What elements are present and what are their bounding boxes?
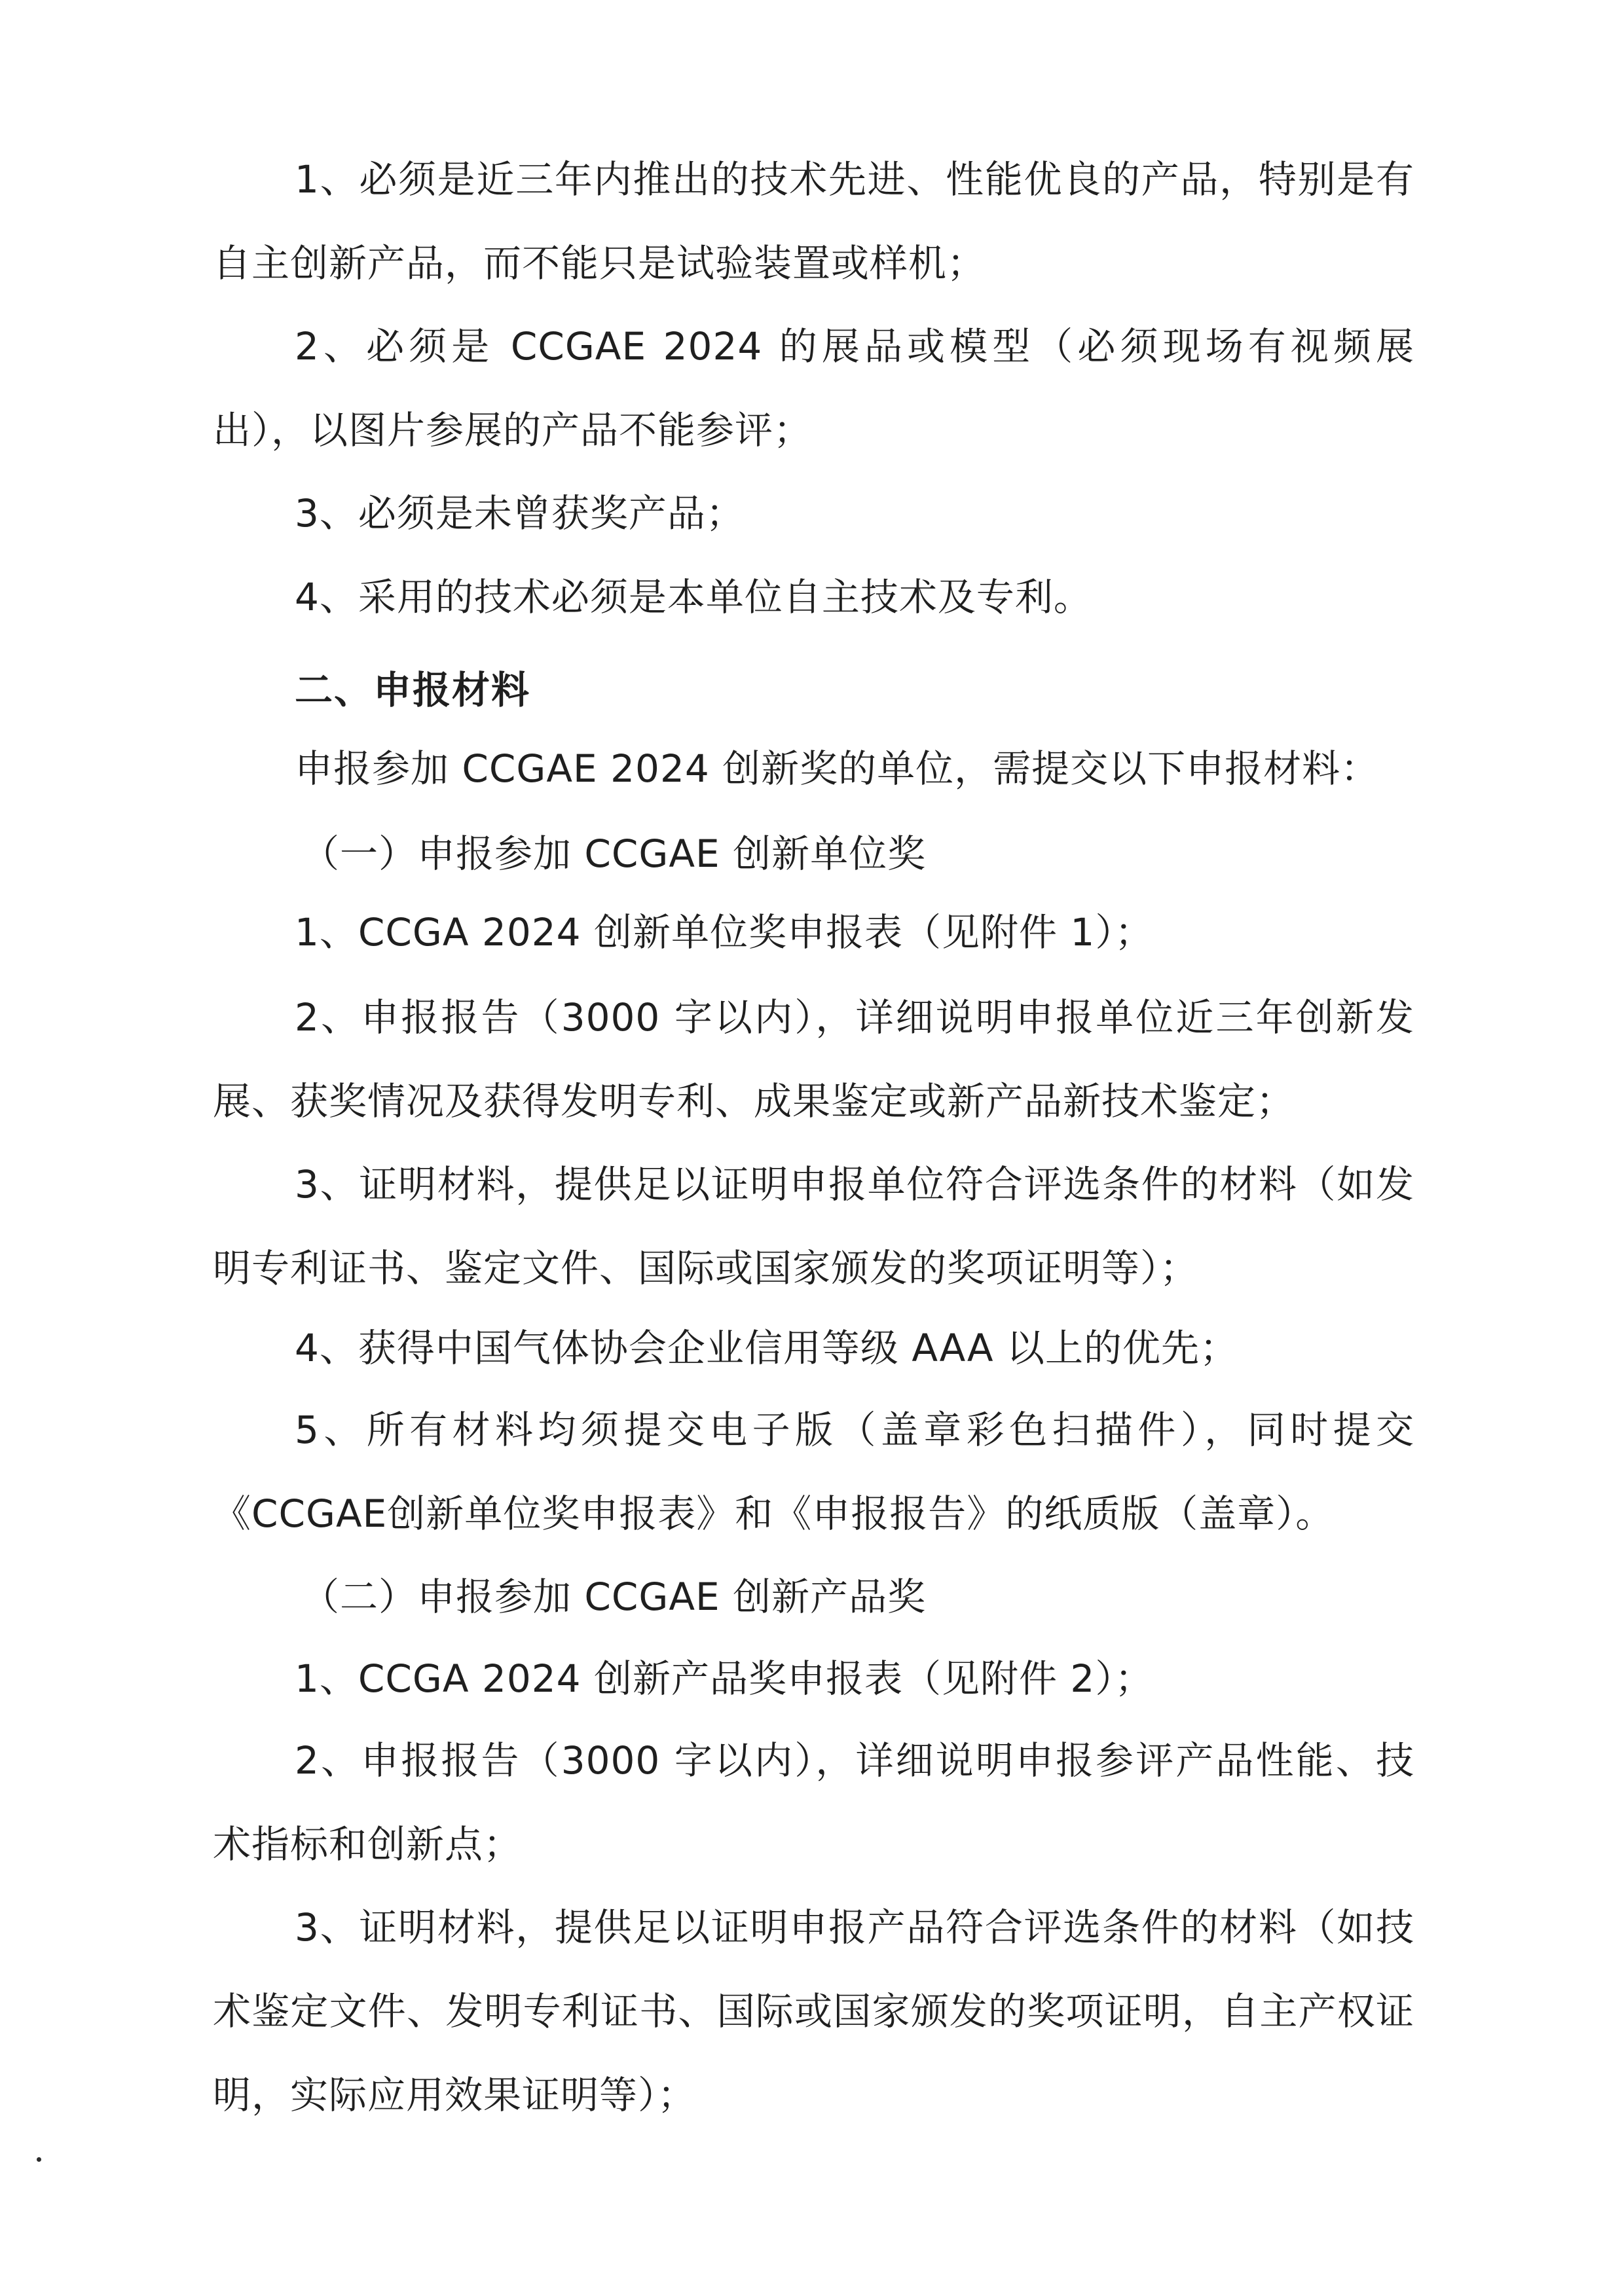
section-intro: 申报参加 CCGAE 2024 创新奖的单位，需提交以下申报材料：	[295, 746, 1380, 791]
unit-award-item-2: 2、申报报告（3000 字以内），详细说明申报单位近三年创新发展、获奖情况及获得发明专利、成果鉴定或新产品新技术鉴定；	[213, 995, 1414, 1123]
unit-award-item-3: 3、证明材料，提供足以证明申报单位符合评选条件的材料（如发明专利证书、鉴定文件、国际或国家颁发的奖项证明等）；	[213, 1162, 1414, 1290]
product-award-item-1: 1、CCGA 2024 创新产品奖申报表（见附件 2）；	[295, 1656, 1154, 1701]
scan-speck	[37, 2157, 41, 2162]
section-heading: 二、申报材料	[295, 668, 531, 712]
criteria-item-2: 2、必须是 CCGAE 2024 的展品或模型（必须现场有视频展出），以图片参展的产品不能参评；	[213, 324, 1414, 452]
product-award-title: （二）申报参加 CCGAE 创新产品奖	[301, 1575, 927, 1619]
product-award-item-3: 3、证明材料，提供足以证明申报产品符合评选条件的材料（如技术鉴定文件、发明专利证书、国际或国家颁发的奖项证明，自主产权证明，实际应用效果证明等）；	[213, 1905, 1414, 2117]
unit-award-item-5: 5、所有材料均须提交电子版（盖章彩色扫描件），同时提交《CCGAE创新单位奖申报表》和《申报报告》的纸质版（盖章）。	[213, 1408, 1414, 1536]
criteria-item-4: 4、采用的技术必须是本单位自主技术及专利。	[295, 575, 1092, 619]
criteria-item-3: 3、必须是未曾获奖产品；	[295, 491, 745, 536]
unit-award-title: （一）申报参加 CCGAE 创新单位奖	[301, 831, 927, 876]
product-award-item-2: 2、申报报告（3000 字以内），详细说明申报参评产品性能、技术指标和创新点；	[213, 1738, 1414, 1867]
unit-award-item-4: 4、获得中国气体协会企业信用等级 AAA 以上的优先；	[295, 1326, 1239, 1370]
criteria-item-1: 1、必须是近三年内推出的技术先进、性能优良的产品，特别是有自主创新产品，而不能只是试验装置或样机；	[213, 157, 1414, 285]
unit-award-item-1: 1、CCGA 2024 创新单位奖申报表（见附件 1）；	[295, 910, 1154, 955]
